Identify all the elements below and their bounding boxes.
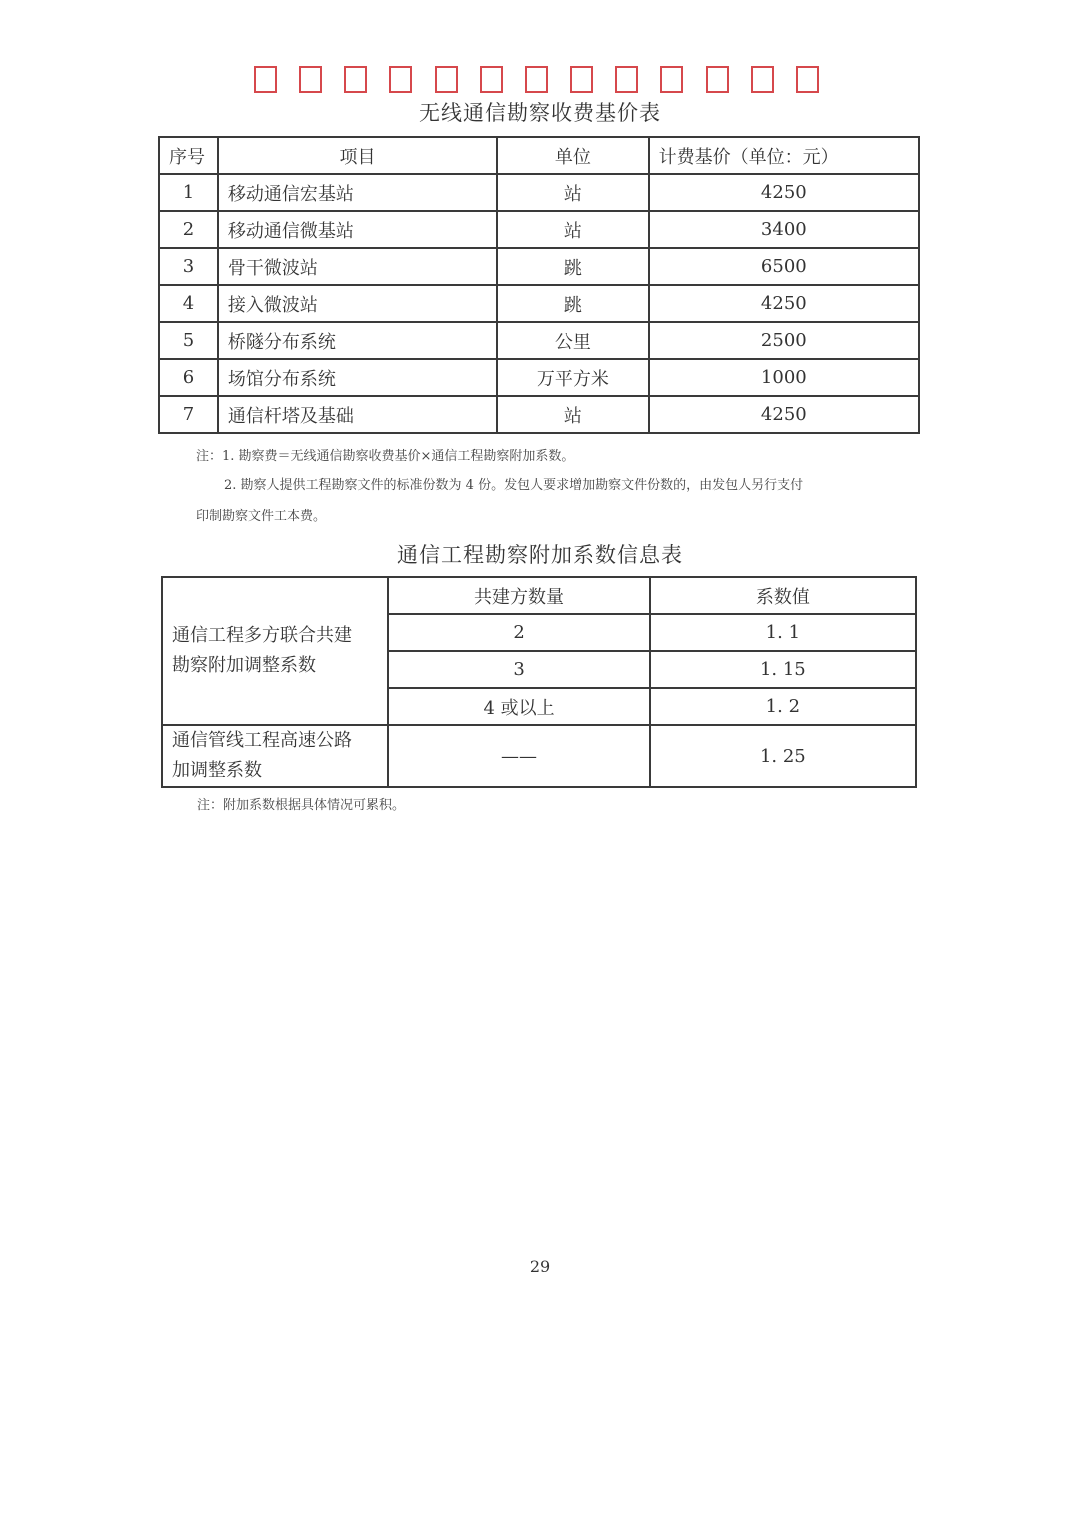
group2-label-line: 通信管线工程高速公路 <box>172 730 352 751</box>
header-box <box>344 66 367 93</box>
cell-index: 4 <box>159 285 218 322</box>
cell-item: 通信杆塔及基础 <box>218 396 497 433</box>
header-box <box>435 66 458 93</box>
cell-unit: 站 <box>497 211 649 248</box>
group2-label-line: 加调整系数 <box>172 760 262 781</box>
page-number: 29 <box>529 1257 551 1276</box>
cell-coefficient: 1. 1 <box>650 614 916 651</box>
header-box-row <box>254 66 819 96</box>
table1-note-2: 2. 勘察人提供工程勘察文件的标准份数为 4 份。发包人要求增加勘察文件份数的，由发包人另行支付 <box>224 478 804 493</box>
cell-index: 2 <box>159 211 218 248</box>
table-row <box>159 322 919 359</box>
header-cell-partners: 共建方数量 <box>388 577 649 614</box>
cell-unit: 站 <box>497 174 649 211</box>
cell-item: 移动通信宏基站 <box>218 174 497 211</box>
cell-price: 4250 <box>649 285 919 322</box>
cell-price: 1000 <box>649 359 919 396</box>
cell-unit: 万平方米 <box>497 359 649 396</box>
cell-item: 骨干微波站 <box>218 248 497 285</box>
table-row <box>159 174 919 211</box>
cell-price: 4250 <box>649 174 919 211</box>
header-box <box>706 66 729 93</box>
cell-index: 7 <box>159 396 218 433</box>
header-cell-unit: 单位 <box>497 137 649 174</box>
header-cell-price: 计费基价（单位：元） <box>649 137 919 174</box>
cell-index: 5 <box>159 322 218 359</box>
table-header-row <box>159 137 919 174</box>
coefficient-table <box>161 576 917 788</box>
group1-label-line: 勘察附加调整系数 <box>172 655 316 676</box>
cell-item: 场馆分布系统 <box>218 359 497 396</box>
header-cell-item: 项目 <box>218 137 497 174</box>
cell-partners: 2 <box>388 614 649 651</box>
cell-coefficient: 1. 15 <box>650 651 916 688</box>
table2-note: 注：附加系数根据具体情况可累积。 <box>197 798 406 813</box>
cell-item: 接入微波站 <box>218 285 497 322</box>
cell-item: 桥隧分布系统 <box>218 322 497 359</box>
table1-note-3: 印制勘察文件工本费。 <box>196 509 327 524</box>
cell-index: 6 <box>159 359 218 396</box>
header-box <box>796 66 819 93</box>
table-row <box>159 359 919 396</box>
header-box <box>615 66 638 93</box>
cell-partners: 4 或以上 <box>388 688 649 725</box>
cell-unit: 跳 <box>497 285 649 322</box>
cell-unit: 站 <box>497 396 649 433</box>
cell-coefficient: 1. 2 <box>650 688 916 725</box>
header-box <box>525 66 548 93</box>
header-cell-index: 序号 <box>159 137 218 174</box>
table-row <box>159 396 919 433</box>
table1-title: 无线通信勘察收费基价表 <box>419 101 661 125</box>
cell-price: 4250 <box>649 396 919 433</box>
cell-index: 1 <box>159 174 218 211</box>
group1-label-line: 通信工程多方联合共建 <box>172 625 352 646</box>
cell-price: 6500 <box>649 248 919 285</box>
cell-unit: 公里 <box>497 322 649 359</box>
table-row <box>159 211 919 248</box>
header-box <box>389 66 412 93</box>
cell-partners: 3 <box>388 651 649 688</box>
table-row <box>159 248 919 285</box>
fee-table <box>158 136 920 434</box>
group1-label-cell <box>162 577 388 725</box>
table-header-row <box>162 577 916 614</box>
header-box <box>660 66 683 93</box>
table-row <box>159 285 919 322</box>
cell-price: 3400 <box>649 211 919 248</box>
header-box <box>570 66 593 93</box>
table-row <box>162 725 916 787</box>
table2-title: 通信工程勘察附加系数信息表 <box>397 543 683 567</box>
cell-item: 移动通信微基站 <box>218 211 497 248</box>
cell-price: 2500 <box>649 322 919 359</box>
header-box <box>299 66 322 93</box>
header-box <box>751 66 774 93</box>
header-cell-coefficient: 系数值 <box>650 577 916 614</box>
cell-coefficient: 1. 25 <box>650 725 916 787</box>
table1-note-1: 注：1. 勘察费＝无线通信勘察收费基价×通信工程勘察附加系数。 <box>196 449 575 464</box>
cell-index: 3 <box>159 248 218 285</box>
cell-unit: 跳 <box>497 248 649 285</box>
cell-partners: —— <box>388 725 649 787</box>
header-box <box>480 66 503 93</box>
group2-label-cell <box>162 725 388 787</box>
header-box <box>254 66 277 93</box>
